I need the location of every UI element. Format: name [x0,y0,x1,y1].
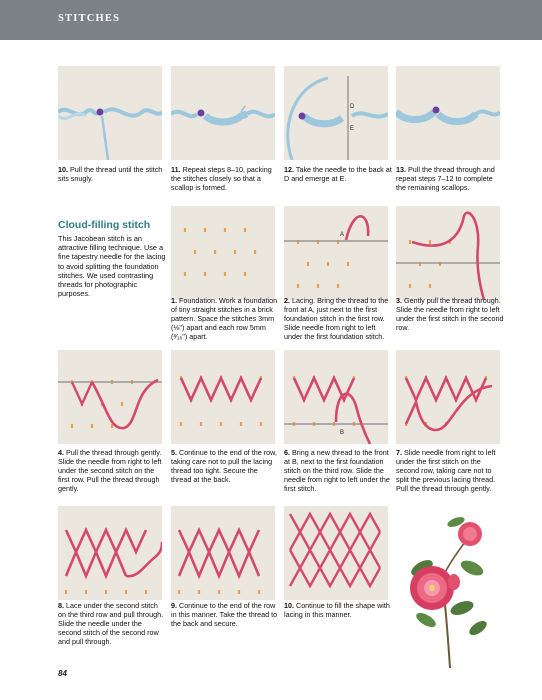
step-photo-row2-3 [396,206,500,300]
caption-row1-13: 13. Pull the thread through and repeat steps 7–12 to complete the remaining scallops. [396,165,495,192]
point-a-label: A [340,232,345,238]
caption-row2-2: 2. Lacing. Bring the thread to the front at A, just next to the first foundation stitch in the first row. Slide needle from right to left under the first foundation stitch. [284,296,389,341]
step-photo-row4-9 [171,506,275,600]
point-e-label: E [350,126,355,132]
caption-row4-10: 10. Continue to fill the shape with lacing in this manner. [284,601,390,619]
step-photo-row1-12 [284,66,388,160]
camellia-illustration [392,508,498,668]
step-photo-row1-13 [396,66,500,160]
section-header: STITCHES [58,13,121,24]
caption-row4-9: 9. Continue to the end of the row in this manner. Take the thread to the back and secure. [171,601,278,628]
caption-row1-10: 10. Pull the thread until the stitch sits snugly. [58,165,163,183]
step-photo-row4-10 [284,506,388,600]
caption-row1-12: 12. Take the needle to the back at D and emerge at E. [284,165,392,183]
point-b-label: B [340,430,345,436]
point-d-label: D [350,104,355,110]
step-photo-row2-1 [171,206,275,300]
step-photo-row3-6 [284,350,388,444]
caption-row4-8: 8. Lace under the second stitch on the third row and pull through. Slide the needle under the second stitch of the second row and pull through. [58,601,164,646]
section-intro: This Jacobean stitch is an attractive filling technique. Use a fine tapestry needle for the lacing to avoid splitting the foundation stitches. We used contrasting threads for photographic purposes. [58,234,166,299]
step-photo-row4-8 [58,506,162,600]
header-band [0,0,542,40]
caption-row3-4: 4. Pull the thread through gently. Slide the needle from right to left under the second stitch on the first row. Pull the thread through gently. [58,448,162,493]
caption-row2-3: 3. Gently pull the thread through. Slide the needle from right to left under the first stitch in the second row. [396,296,504,332]
step-photo-row3-4 [58,350,162,444]
caption-row1-11: 11. Repeat steps 8–10, packing the stitches closely so that a scallop is formed. [171,165,272,192]
step-photo-row2-2 [284,206,388,300]
caption-row3-5: 5. Continue to the end of the row, taking care not to pull the lacing thread too tight. Secure the thread at the back. [171,448,277,484]
step-photo-row1-11 [171,66,275,160]
step-photo-row3-5 [171,350,275,444]
caption-row2-1: 1. Foundation. Work a foundation of tiny straight stitches in a brick pattern. Space the stitches 3mm (⅛") apart and each row 5mm (³⁄₁₆") apart. [171,296,278,341]
caption-row3-7: 7. Slide needle from right to left under the first stitch on the second row, taking care not to split the previous lacing thread. Pull the thread through gently. [396,448,496,493]
caption-row3-6: 6. Bring a new thread to the front at B, next to the first foundation stitch on the third row. Slide the needle from right to left under the first stitch. [284,448,390,493]
step-photo-row1-10 [58,66,162,160]
step-photo-row3-7 [396,350,500,444]
section-title: Cloud-filling stitch [58,219,151,231]
page-number: 84 [58,669,67,678]
